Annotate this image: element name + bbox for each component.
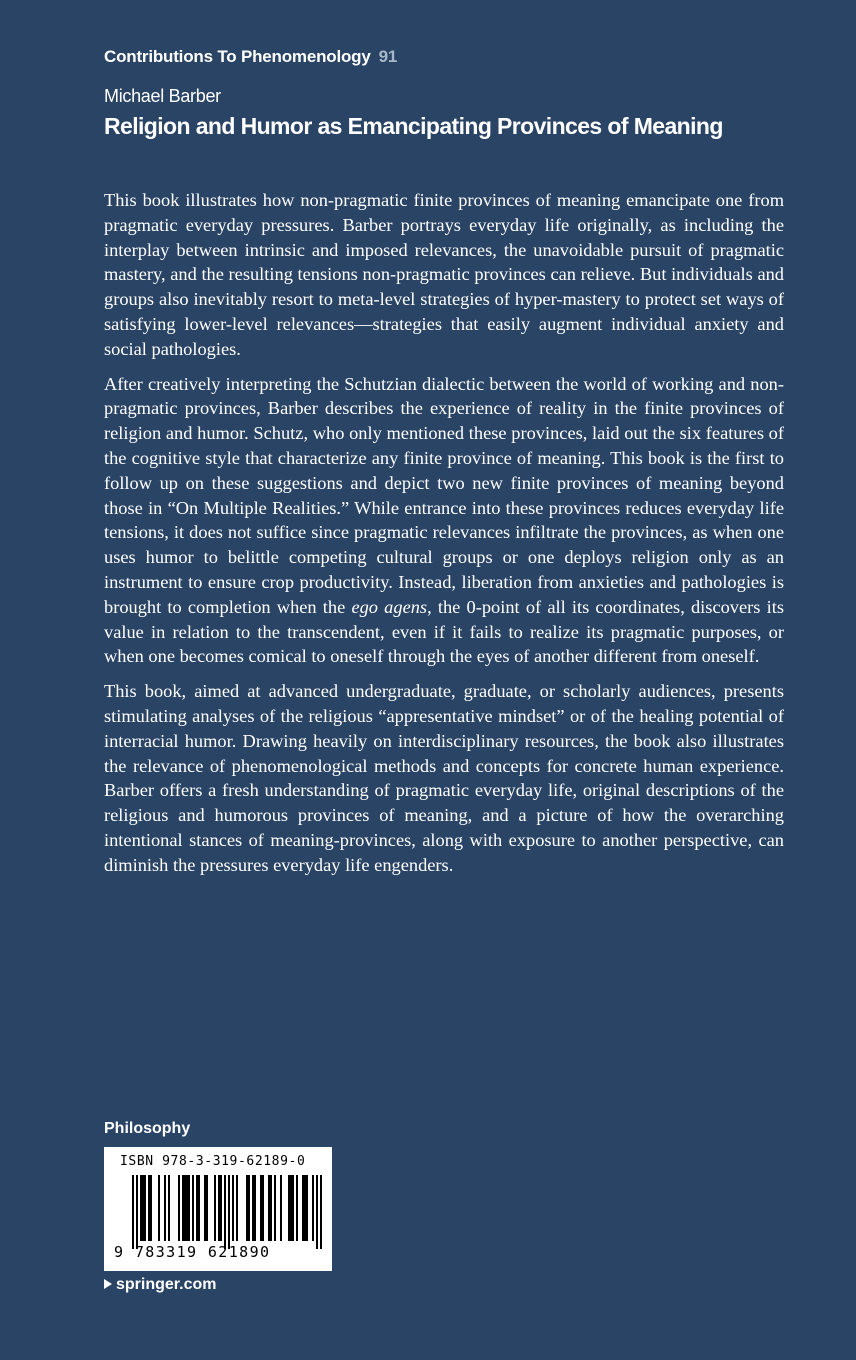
barcode-bar	[232, 1175, 234, 1241]
barcode-bar	[302, 1175, 304, 1241]
back-cover-blurb	[104, 188, 784, 888]
barcode-bar	[228, 1175, 230, 1249]
barcode-bar	[254, 1175, 256, 1241]
blurb-paragraph-2	[104, 372, 784, 670]
barcode-bar	[186, 1175, 188, 1241]
barcode-bar	[214, 1175, 216, 1241]
barcode-bar	[288, 1175, 290, 1241]
barcode-bar	[248, 1175, 250, 1241]
barcode-bar	[206, 1175, 208, 1241]
series-name: Contributions To Phenomenology	[104, 47, 371, 66]
barcode-bar	[142, 1175, 144, 1241]
barcode-bar	[268, 1175, 270, 1241]
barcode-bar	[140, 1175, 142, 1241]
barcode-bar	[246, 1175, 248, 1241]
barcode-bar	[158, 1175, 160, 1241]
barcode-bar	[224, 1175, 226, 1249]
barcode-bar	[164, 1175, 166, 1241]
barcode-bar	[150, 1175, 152, 1241]
barcode-bar	[184, 1175, 186, 1241]
barcode-bar	[198, 1175, 200, 1241]
barcode-bar	[204, 1175, 206, 1241]
subject-category: Philosophy	[104, 1120, 191, 1137]
barcode-bar	[178, 1175, 180, 1241]
blurb-paragraph-1: This book illustrates how non-pragmatic finite provinces of meaning emancipate one from pragmatic everyday pressures. Barber portrays everyday life originally, as including the interplay between intrinsic and imposed relevances, the unavoidable pursuit of pragmatic mastery, and the resulting tensions non-pragmatic provinces can relieve. But individuals and groups also inevitably resort to meta-level strategies of hyper-mastery to protect set ways of satisfying lower-level relevances—strategies that easily augment individual anxiety and social pathologies.	[104, 190, 784, 359]
barcode-bar	[306, 1175, 308, 1241]
barcode-bar	[192, 1175, 194, 1241]
barcode-bar	[132, 1175, 134, 1249]
author-name: Michael Barber	[104, 86, 221, 106]
barcode-bar	[280, 1175, 282, 1241]
barcode-bar	[262, 1175, 264, 1241]
publisher-website[interactable]	[104, 1276, 216, 1294]
series-line	[104, 47, 397, 67]
play-arrow-icon	[104, 1279, 112, 1289]
barcode-bar	[148, 1175, 150, 1241]
barcode-bar	[220, 1175, 222, 1241]
barcode-bar	[182, 1175, 184, 1241]
barcode-bar	[292, 1175, 294, 1241]
barcode-bar	[260, 1175, 262, 1241]
blurb-p2-italic-term: ego agens	[351, 596, 428, 617]
blurb-p2-text-end: , the 0-point of all its coordinates, discovers its value in relation to the transcendent, even if it fails to realize its pragmatic purposes, or when one becomes comical to oneself through the eyes of another different from oneself.	[104, 596, 784, 667]
barcode-bar	[136, 1175, 138, 1249]
barcode-bar	[236, 1175, 238, 1241]
barcode-bar	[296, 1175, 298, 1241]
isbn-label: ISBN 978-3-319-62189-0	[120, 1154, 306, 1169]
barcode-bar	[270, 1175, 272, 1241]
barcode-bar	[168, 1175, 170, 1241]
website-label: springer.com	[116, 1276, 217, 1293]
barcode-bar	[304, 1175, 306, 1241]
barcode-bar	[252, 1175, 254, 1241]
barcode-bar	[316, 1175, 318, 1249]
barcode-bar	[290, 1175, 292, 1241]
barcode-bar	[274, 1175, 276, 1241]
barcode-bar	[196, 1175, 198, 1241]
barcode-bar	[320, 1175, 322, 1249]
barcode-bar	[144, 1175, 146, 1241]
barcode-bar	[188, 1175, 190, 1241]
barcode-bar	[218, 1175, 220, 1241]
blurb-paragraph-3: This book, aimed at advanced undergraduate, graduate, or scholarly audiences, presents stimulating analyses of the religious “appresentative mindset” or of the healing potential of interracial humor. Drawing heavily on interdisciplinary resources, the book also illustrates the relevance of phenomenological methods and concepts for concrete human experience. Barber offers a fresh understanding of pragmatic everyday life, original descriptions of the religious and humorous provinces of meaning, and a picture of how the overarching intentional stances of meaning-provinces, along with exposure to another perspective, can diminish the pressures everyday life engenders.	[104, 681, 784, 875]
series-number: 91	[378, 47, 398, 66]
blurb-p2-text-start: After creatively interpreting the Schutzian dialectic between the world of working and non-pragmatic provinces, Barber describes the experience of reality in the finite provinces of religion and humor. Schutz, who only mentioned these provinces, laid out the six features of the cognitive style that characterize any finite province of meaning. This book is the first to follow up on these suggestions and depict two new finite provinces of meaning beyond those in “On Multiple Realities.” While entrance into these provinces reduces everyday life tensions, it does not suffice since pragmatic relevances infiltrate the provinces, as when one uses humor to belittle competing cultural groups or one deploys religion only as an instrument to ensure crop productivity. Instead, liberation from anxieties and pathologies is brought to completion when the	[104, 373, 784, 617]
isbn-barcode	[104, 1147, 332, 1271]
barcode-digits: 9 783319 621890	[114, 1243, 271, 1261]
book-title: Religion and Humor as Emancipating Provinces of Meaning	[104, 113, 723, 139]
barcode-bar	[312, 1175, 314, 1241]
